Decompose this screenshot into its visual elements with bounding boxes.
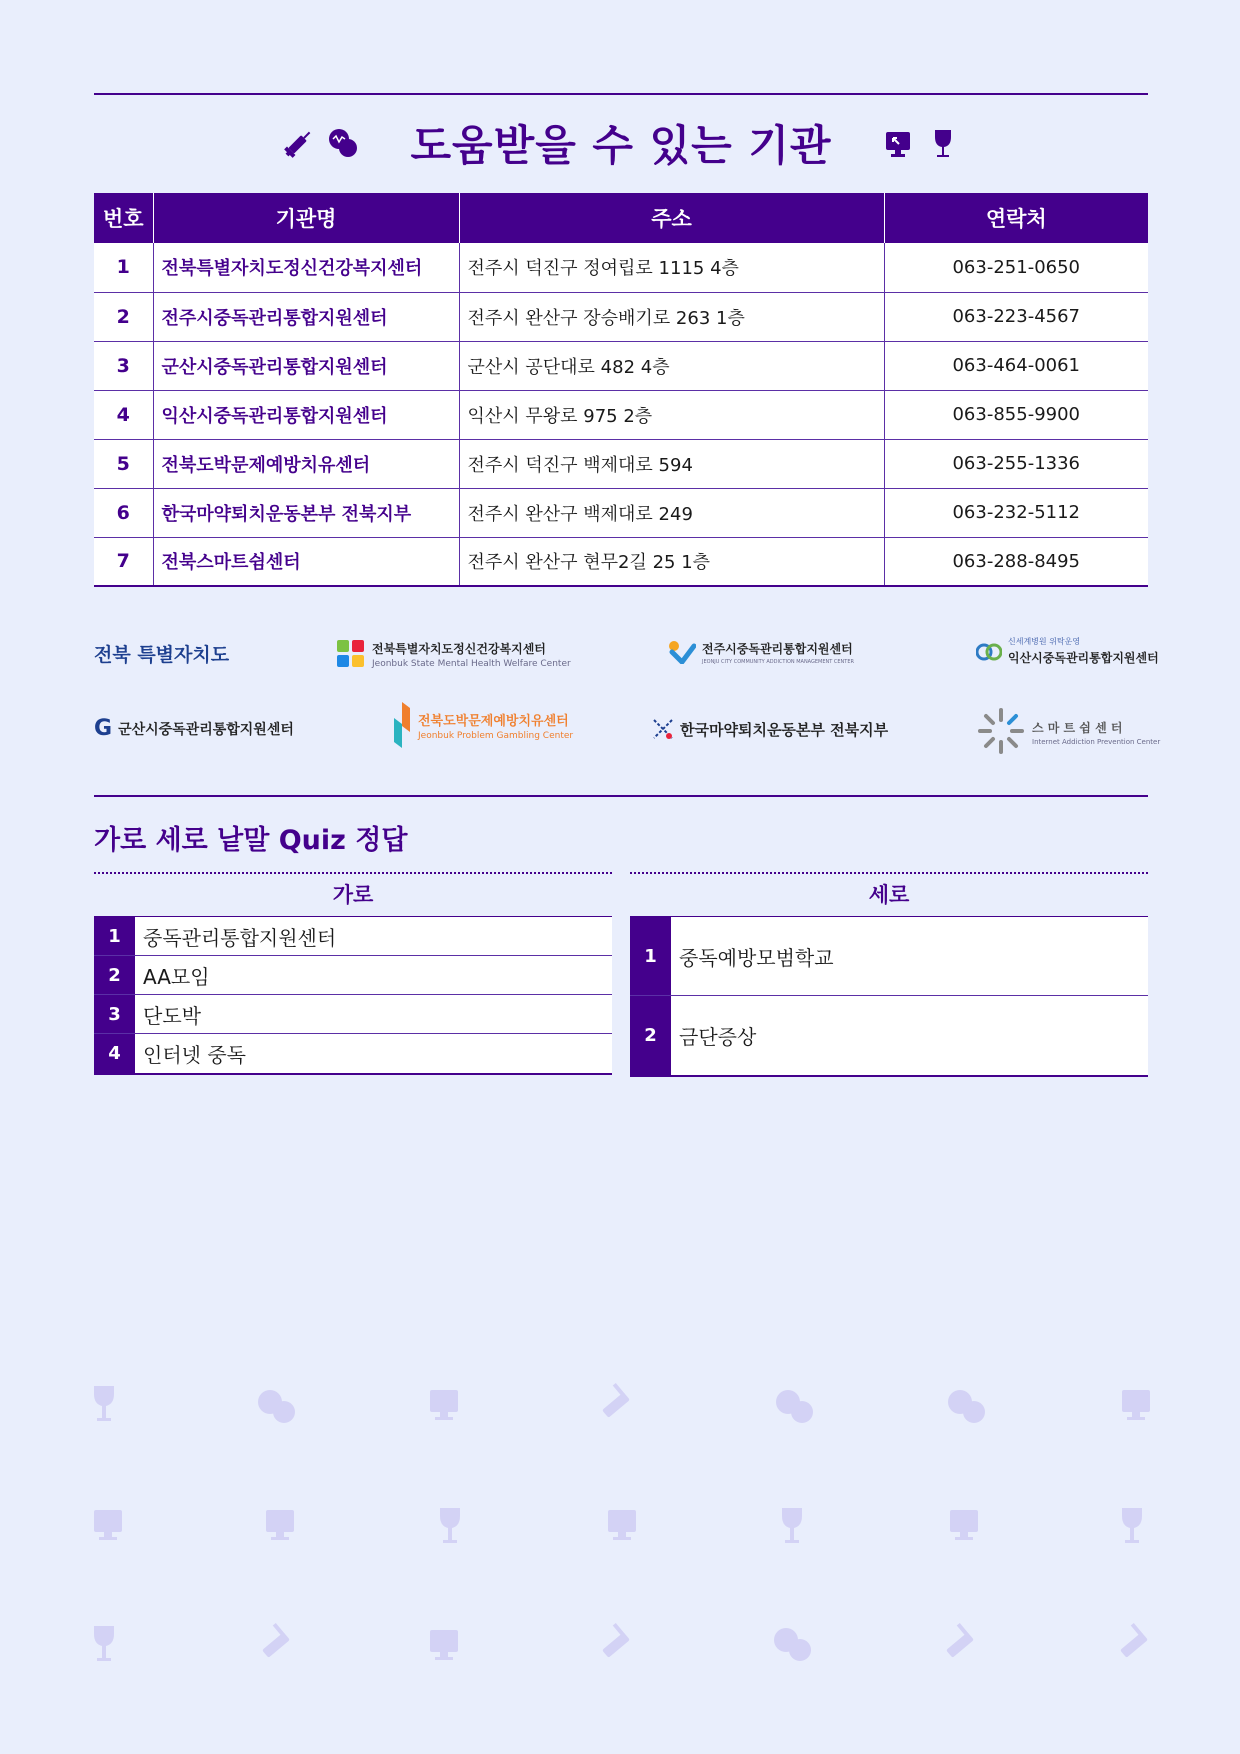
- table-row: [94, 390, 1148, 439]
- organization-address: 전주시 완산구 장승배기로 263 1층: [459, 292, 884, 341]
- organization-address: 전주시 덕진구 백제대로 594: [459, 439, 884, 488]
- column-header-phone: 연락처: [884, 193, 1148, 243]
- list-item: [94, 956, 612, 995]
- table-row: [94, 243, 1148, 292]
- mid-divider: [94, 795, 1148, 797]
- list-item: [94, 917, 612, 956]
- gambling-logo-name: 전북도박문제예방치유센터: [418, 713, 569, 729]
- row-number: 6: [94, 488, 153, 537]
- top-divider: [94, 93, 1148, 95]
- organization-phone: 063-232-5112: [884, 488, 1148, 537]
- answer-text: 인터넷 중독: [143, 1043, 246, 1067]
- table-row: [94, 488, 1148, 537]
- table-row: [94, 341, 1148, 390]
- list-item: [630, 917, 1148, 996]
- page-title: 도움받을 수 있는 기관: [410, 121, 832, 170]
- quiz-across-column: [94, 872, 612, 1075]
- partner-logos: [94, 630, 1161, 760]
- answer-text: 금단증상: [679, 1025, 757, 1049]
- organization-address: 전주시 완산구 현무2길 25 1층: [459, 537, 884, 586]
- jeonju-logo-mark-icon: [668, 640, 696, 664]
- organization-address: 익산시 무왕로 975 2층: [459, 390, 884, 439]
- organization-address: 전주시 덕진구 정여립로 1115 4층: [459, 243, 884, 292]
- answer-text: 단도박: [143, 1003, 201, 1028]
- answer-number: 3: [94, 995, 135, 1033]
- mental-health-logo-mark-icon: [336, 639, 366, 669]
- jeonju-logo-name: 전주시중독관리통합지원센터: [702, 642, 853, 656]
- row-number: 3: [94, 341, 153, 390]
- jeonju-logo-sub: JEONJU CITY COMMUNITY ADDICTION MANAGEMENT CENTER: [702, 659, 854, 665]
- quiz-across-list: [94, 916, 612, 1075]
- organization-name: 전북스마트쉼센터: [153, 537, 459, 586]
- drug-prevention-logo-mark-icon: [652, 718, 674, 740]
- organization-name: 익산시중독관리통합지원센터: [153, 390, 459, 439]
- table-row: [94, 537, 1148, 586]
- organization-name: 전북특별자치도정신건강복지센터: [153, 243, 459, 292]
- mental-health-logo-sub: Jeonbuk State Mental Health Welfare Center: [372, 659, 571, 669]
- gunsan-logo-mark: G: [94, 716, 113, 741]
- row-number: 5: [94, 439, 153, 488]
- quiz-title: 가로 세로 낱말 Quiz 정답: [94, 825, 408, 856]
- drug-prevention-logo-name: 한국마약퇴치운동본부 전북지부: [680, 720, 889, 739]
- iksan-logo-name: 익산시중독관리통합지원센터: [1008, 651, 1159, 665]
- quiz-down-header: 세로: [868, 883, 910, 907]
- organization-phone: 063-255-1336: [884, 439, 1148, 488]
- gambling-logo-mark-icon: [392, 702, 412, 748]
- organization-phone: 063-288-8495: [952, 550, 1080, 572]
- organization-name: 한국마약퇴치운동본부 전북지부: [153, 488, 459, 537]
- mental-health-logo-name: 전북특별자치도정신건강복지센터: [372, 642, 546, 656]
- list-item: [630, 996, 1148, 1075]
- organization-address: 군산시 공단대로 482 4층: [459, 341, 884, 390]
- logo-mental-health-center: [336, 638, 571, 669]
- table-row: [94, 439, 1148, 488]
- monitor-icon: [882, 126, 916, 160]
- logo-smart-center: [976, 706, 1160, 756]
- logo-jeonju-center: [668, 638, 854, 665]
- answer-text: 중독관리통합지원센터: [143, 925, 337, 950]
- answer-text: 중독예방모범학교: [679, 945, 834, 970]
- organization-name: 군산시중독관리통합지원센터: [153, 341, 459, 390]
- iksan-logo-mark-icon: [976, 638, 1002, 664]
- organization-phone: 063-223-4567: [884, 292, 1148, 341]
- smart-center-logo-mark-icon: [976, 706, 1026, 756]
- list-item: [94, 995, 612, 1034]
- organization-phone: 063-464-0061: [884, 341, 1148, 390]
- answer-number: 4: [94, 1034, 135, 1073]
- row-number: 4: [94, 390, 153, 439]
- smart-center-logo-name: 스 마 트 쉼 센 터: [1032, 720, 1123, 735]
- column-header-name: 기관명: [153, 193, 459, 243]
- organization-name: 전주시중독관리통합지원센터: [153, 292, 459, 341]
- table-row: [94, 292, 1148, 341]
- iksan-logo-top: 신세계병원 위탁운영: [1008, 637, 1081, 646]
- row-number: 2: [94, 292, 153, 341]
- organization-name: 전북도박문제예방치유센터: [153, 439, 459, 488]
- logo-gambling-center: [392, 702, 573, 748]
- answer-number: 1: [94, 917, 135, 955]
- quiz-across-header: 가로: [332, 883, 374, 907]
- organizations-table: [94, 193, 1148, 587]
- wine-glass-icon: [926, 126, 960, 160]
- table-header-row: [94, 193, 1148, 243]
- row-number: 7: [94, 537, 153, 586]
- gambling-logo-sub: Jeonbuk Problem Gambling Center: [418, 730, 574, 741]
- logo-jeonbuk-text: 전북 특별자치도: [94, 644, 230, 666]
- answer-number: 2: [94, 956, 135, 994]
- list-item: [94, 1034, 612, 1073]
- logo-jeonbuk-province: [94, 640, 229, 667]
- answer-number: 1: [630, 917, 671, 995]
- column-header-address: 주소: [459, 193, 884, 243]
- answer-text: AA모임: [143, 964, 210, 989]
- quiz-down-column: [630, 872, 1148, 1077]
- syringe-icon: [282, 126, 316, 160]
- smart-center-logo-sub: Internet Addiction Prevention Center: [1032, 737, 1161, 746]
- logo-iksan-center: [976, 636, 1159, 666]
- organization-address: 전주시 완산구 백제대로 249: [459, 488, 884, 537]
- row-number: 1: [94, 243, 153, 292]
- column-header-number: 번호: [94, 193, 153, 243]
- logo-gunsan-center: [94, 716, 294, 741]
- logo-drug-prevention: [652, 718, 888, 740]
- organization-phone: 063-251-0650: [884, 243, 1148, 292]
- quiz-down-list: [630, 916, 1148, 1077]
- organization-phone: 063-855-9900: [884, 390, 1148, 439]
- pills-icon: [326, 126, 360, 160]
- gunsan-logo-name: 군산시중독관리통합지원센터: [118, 721, 294, 738]
- section-title-row: [94, 112, 1148, 174]
- answer-number: 2: [630, 996, 671, 1075]
